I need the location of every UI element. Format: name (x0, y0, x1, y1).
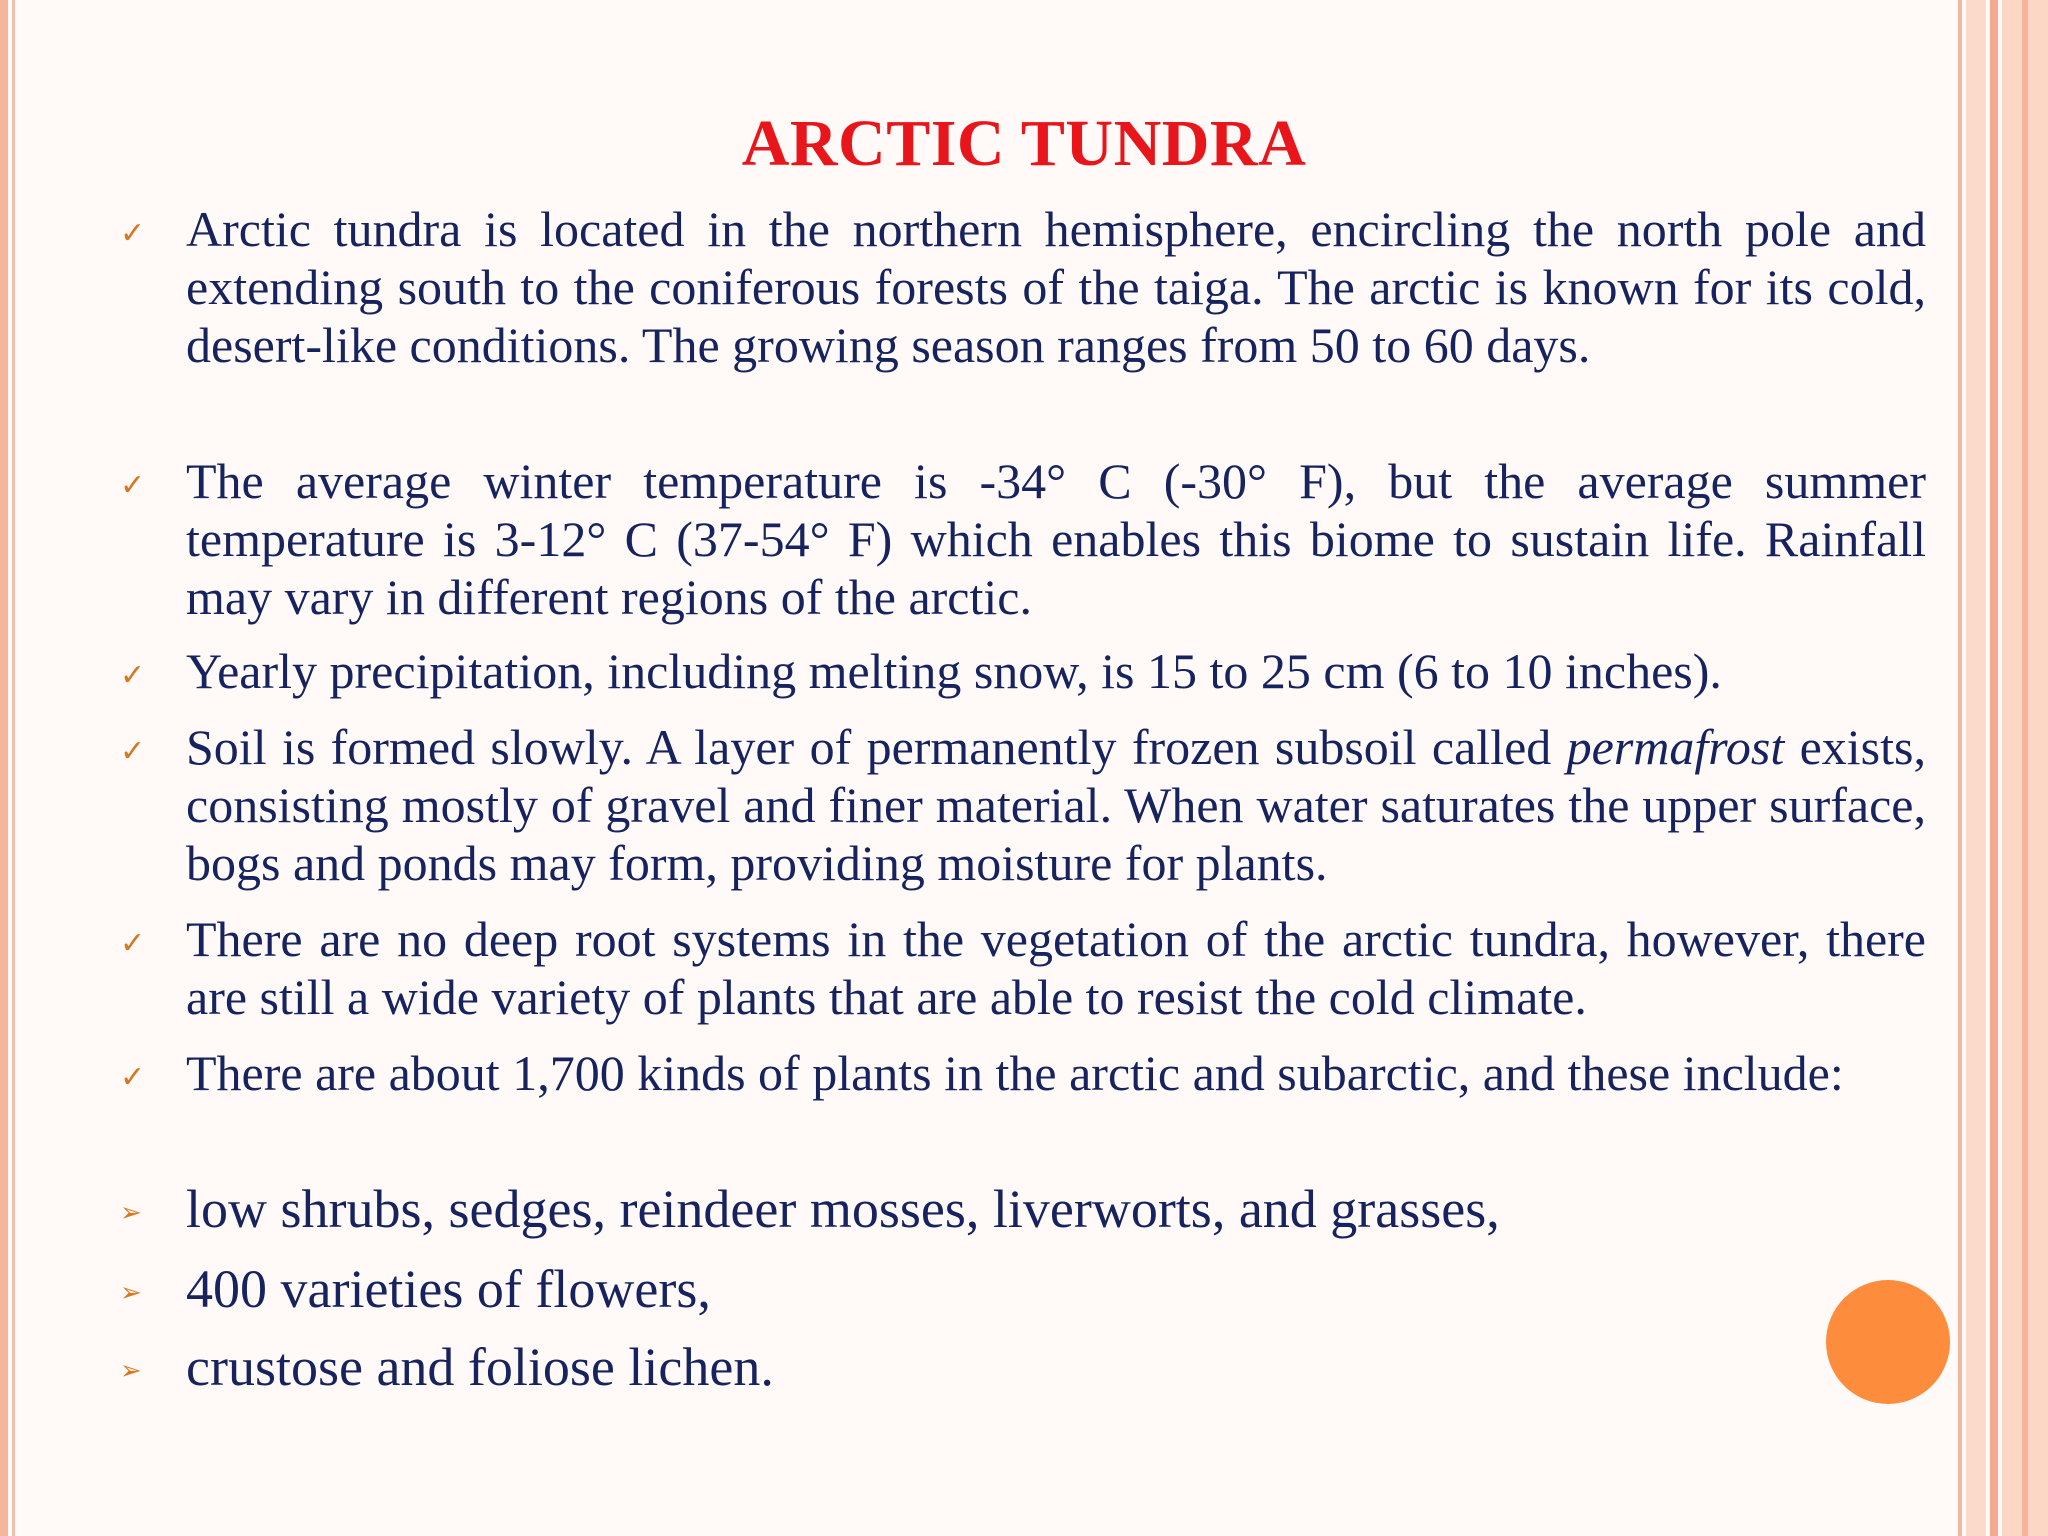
bullet-text: low shrubs, sedges, reindeer mosses, liverworts, and grasses, (186, 1179, 1500, 1239)
right-border-stripe (1966, 0, 1986, 1536)
checkmark-icon: ✓ (120, 734, 146, 769)
bullet-text: The average winter temperature is -34° C (-30° F), but the average summer temperature is 3-12° C (37-54° F) which enables this biome to sustain life. Rainfall may vary in different regions of the arctic. (186, 453, 1926, 625)
bullet-text: Yearly precipitation, including melting snow, is 15 to 25 cm (6 to 10 inches). (186, 643, 1722, 699)
arrow-bullet-icon: ➢ (120, 1278, 142, 1308)
left-border-inner-stripe (12, 0, 15, 1536)
permafrost-term: permafrost (1566, 719, 1785, 775)
bullet-text (186, 718, 1926, 892)
arrow-bullet-icon: ➢ (120, 1198, 142, 1228)
bullet-text: There are about 1,700 kinds of plants in the arctic and subarctic, and these include: (186, 1045, 1844, 1101)
checkmark-icon: ✓ (120, 468, 146, 503)
bullet-text: There are no deep root systems in the vegetation of the arctic tundra, however, there are still a wide variety of plants that are able to resist the cold climate. (186, 911, 1926, 1025)
right-border-stripe (1958, 0, 1962, 1536)
bullet-text-part: Soil is formed slowly. A layer of permanently frozen subsoil called (186, 719, 1567, 775)
bullet-text: crustose and foliose lichen. (186, 1337, 774, 1397)
left-border-stripe (0, 0, 8, 1536)
checkmark-icon: ✓ (120, 926, 146, 961)
checkmark-icon: ✓ (120, 216, 146, 251)
bullet-text: 400 varieties of flowers, (186, 1259, 711, 1319)
bullet-text: Arctic tundra is located in the northern hemisphere, encircling the north pole and extending south to the coniferous forests of the taiga. The arctic is known for its cold, desert-like conditions. The growing season ranges from 50 to 60 days. (186, 201, 1926, 373)
checkmark-icon: ✓ (120, 1060, 146, 1095)
arrow-bullet-icon: ➢ (120, 1356, 142, 1386)
slide-title: ARCTIC TUNDRA (741, 107, 1307, 180)
right-border-stripe (2022, 0, 2028, 1536)
bullet-text-part: exists, consisting mostly of gravel and finer material. When water saturates the upper surface, bogs and ponds may form, providing moisture for plants. (186, 719, 1926, 891)
right-border-stripe (1990, 0, 1998, 1536)
checkmark-icon: ✓ (120, 658, 146, 693)
